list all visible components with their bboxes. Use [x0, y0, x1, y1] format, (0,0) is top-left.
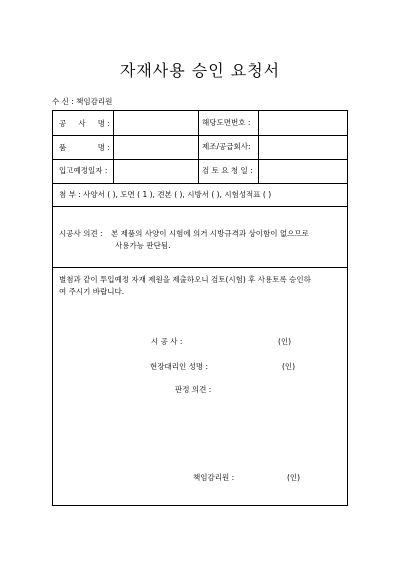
- request-line: 별첨과 같이 투입예정 자재 제원을 제출하오니 검토(시험) 후 사용토록 승인하: [59, 275, 311, 284]
- row-divider: [53, 206, 347, 207]
- request-paragraph: [59, 274, 311, 298]
- form-frame: [52, 110, 348, 506]
- product-name-value[interactable]: [114, 136, 198, 158]
- contractor-signature-label: 시 공 사 :: [151, 337, 183, 346]
- contractor-seal: (인): [278, 337, 292, 346]
- inspection-request-date-label: 검 토 요 청 일 :: [202, 166, 253, 175]
- request-line: 여 주시기 바랍니다.: [59, 287, 125, 296]
- inspection-request-date-value[interactable]: [259, 160, 347, 182]
- contractor-opinion-line: 본 제품의 사양이 시험에 의거 시방규격과 상이함이 없으므로: [111, 229, 309, 238]
- row-divider: [53, 183, 347, 184]
- site-agent-signature-label: 현장대리인 성명 :: [150, 362, 209, 371]
- contractor-opinion-text: [111, 228, 309, 252]
- column-divider: [198, 111, 199, 183]
- company-name-label: 공 사 명 :: [59, 119, 110, 128]
- document-title: 자재사용 승인 요청서: [119, 61, 281, 80]
- supervisor-signature-label: 책임감리원 :: [193, 473, 235, 482]
- manufacturer-value[interactable]: [259, 136, 347, 158]
- company-name-value[interactable]: [114, 112, 198, 134]
- recipient-line: 수 신 : 책임감리원: [52, 97, 113, 106]
- attachments-line: 첨 부 : 사양서 ( ), 도면 ( 1 ), 견본 ( ), 시방서 ( ), 시험성적표 ( ): [59, 190, 272, 199]
- contractor-opinion-label: 시공사 의견 :: [59, 229, 103, 238]
- manufacturer-label: 제조/공급회사:: [202, 142, 251, 151]
- row-divider: [53, 267, 347, 268]
- arrival-date-value[interactable]: [114, 160, 198, 182]
- site-agent-seal: (인): [282, 362, 296, 371]
- arrival-date-label: 입고예정일자 :: [59, 166, 108, 175]
- contractor-opinion-line: 사용가능 판단됨.: [115, 241, 171, 250]
- supervisor-seal: (인): [287, 473, 301, 482]
- drawing-number-value[interactable]: [259, 112, 347, 134]
- judgment-opinion-label: 판정 의견 :: [175, 385, 212, 394]
- product-name-label: 품 명 :: [59, 143, 110, 152]
- drawing-number-label: 해당도면번호 :: [202, 118, 251, 127]
